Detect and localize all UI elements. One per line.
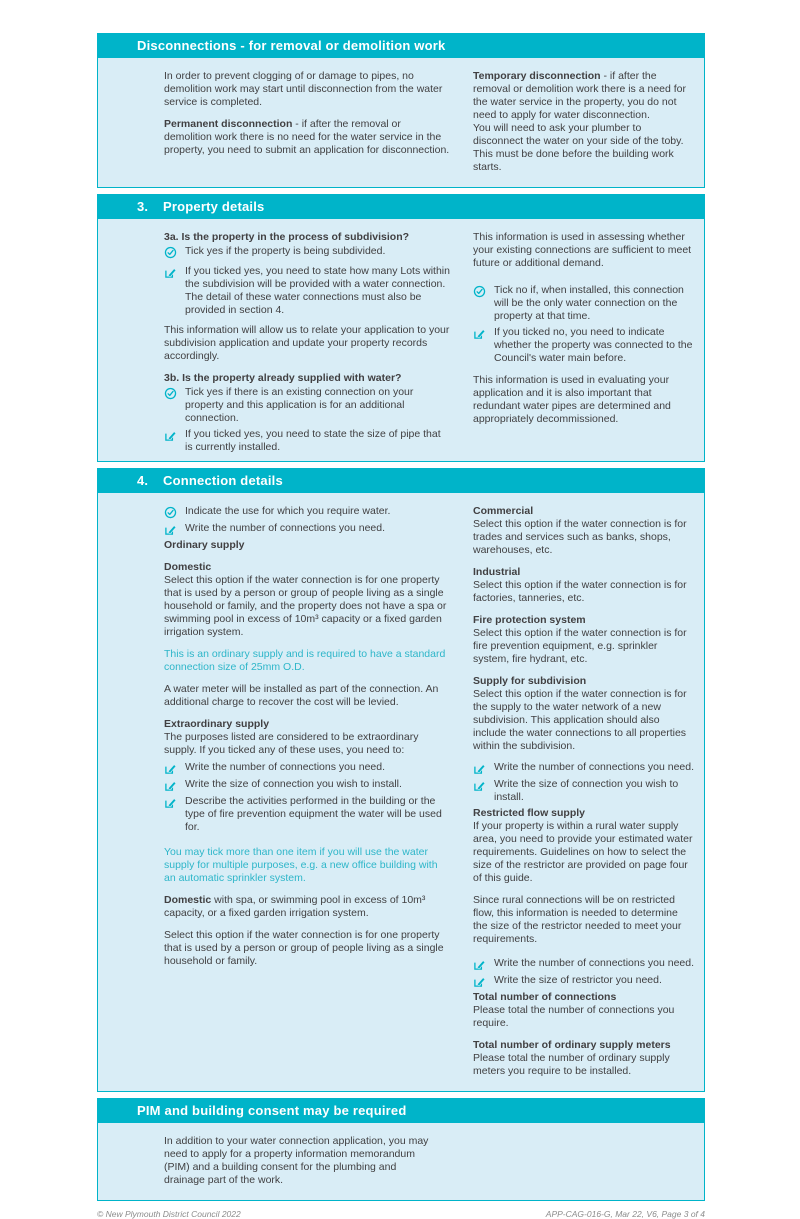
paragraph: Select this option if the water connection is for one property that is used by a person or group of people living as a single household or family, and the property does not have a spa or swimming pool in excess of 10m³ capacity or a fixed garden irrigation system. [164,574,447,638]
list-item-text: Write the size of connection you wish to install. [494,778,679,803]
paragraph: Select this option if the water connection is for one property that is used by a person or group of people living as a single household or family. [164,929,444,967]
domestic-heading: Domestic [164,561,212,573]
paragraph: Please total the number of ordinary supply meters you require to be installed. [473,1052,670,1077]
paragraph: In addition to your water connection application, you may need to apply for a property information memorandum (PIM) and a building consent for the plumbing and drainage part of the work. [164,1135,429,1186]
paragraph: This information will allow us to relate your application to your subdivision application and update your property records accordingly. [164,324,450,362]
list-item [473,326,694,365]
property-details-left-column [164,231,451,457]
list-item [473,761,694,775]
commercial-heading: Commercial [473,505,534,517]
total-meters-heading: Total number of ordinary supply meters [473,1039,671,1051]
pencil-edit-icon [164,266,177,279]
pencil-edit-icon [164,762,177,775]
pim-title: PIM and building consent may be required [137,1103,407,1118]
paragraph: This information is used in evaluating your application and it is also important that redundant water pipes are determined and appropriately decommissioned. [473,374,671,425]
pim-header-bar [97,1098,705,1123]
disconnections-right-column [473,70,694,183]
list-item-text: Write the size of connection you wish to install. [185,778,402,790]
restricted-flow-heading: Restricted flow supply [473,807,586,819]
list-item-text: Indicate the use for which you require water. [185,505,391,517]
section-connection-details [97,468,705,1092]
disconnections-title: Disconnections - for removal or demolition work [137,38,446,53]
property-details-header-bar [97,194,705,219]
check-circle-icon [164,387,177,400]
paragraph: In order to prevent clogging of or damage to pipes, no demolition work may start until disconnection from the water service is completed. [164,70,443,108]
disconnections-header-bar [97,33,705,58]
question-3a-heading: 3a. Is the property in the process of subdivision? [164,231,410,243]
list-item [473,778,694,804]
paragraph: Select this option if the water connection is for trades and services such as banks, shops, warehouses, etc. [473,518,687,556]
pim-body [97,1123,705,1201]
pencil-edit-icon [473,779,486,792]
list-item-text: Write the number of connections you need. [494,761,695,773]
fire-protection-heading: Fire protection system [473,614,586,626]
list-item [164,761,451,775]
list-item-text: Tick yes if there is an existing connection on your property and this application is for an additional connection. [185,386,414,424]
disconnections-body [97,58,705,188]
connection-details-right-column [473,505,694,1087]
check-circle-icon [473,285,486,298]
list-item-text: Tick no if, when installed, this connection will be the only water connection on the property at that time. [494,284,684,322]
paragraph [164,894,451,920]
connection-details-body [97,493,705,1092]
connection-details-left-column [164,505,451,1087]
bold-lead: Permanent disconnection [164,118,293,130]
paragraph: A water meter will be installed as part of the connection. An additional charge to recover the cost will be levied. [164,683,439,708]
list-item-text: Write the number of connections you need. [494,957,695,969]
property-details-right-column [473,231,694,457]
pencil-edit-icon [473,327,486,340]
multiple-purposes-note: You may tick more than one item if you will use the water supply for multiple purposes, e.g. a new office building with an automatic sprinkler system. [164,846,438,884]
section-title: Property details [163,199,265,214]
check-circle-icon [164,506,177,519]
question-3b-heading: 3b. Is the property already supplied with water? [164,372,402,384]
paragraph: This information is used in assessing whether your existing connections are sufficient to meet future or additional demand. [473,231,692,269]
list-item [164,795,451,834]
section-number: 4. [137,473,149,488]
section-number: 3. [137,199,149,214]
list-item [164,522,451,536]
list-item [164,386,451,425]
paragraph: Select this option if the water connection is for fire prevention equipment, e.g. sprinkler system, fire hydrant, etc. [473,627,687,665]
page-footer [97,1209,705,1219]
industrial-heading: Industrial [473,566,521,578]
list-item [473,284,694,323]
list-item-text: If you ticked no, you need to indicate whether the property was connected to the Council's water main before. [494,326,693,364]
paragraph [473,70,694,122]
list-item [164,505,451,519]
section-pim [97,1098,705,1201]
extraordinary-supply-heading: Extraordinary supply [164,718,270,730]
list-item [164,265,451,317]
paragraph: The purposes listed are considered to be extraordinary supply. If you ticked any of these uses, you need to: [164,731,419,756]
paragraph: If your property is within a rural water supply area, you need to provide your estimated water requirements. Guidelines on how to select the size of the restrictor are provided on page four of this guide. [473,820,693,884]
list-item-text: If you ticked yes, you need to state the size of pipe that is currently installed. [185,428,441,453]
section-property-details [97,194,705,462]
pencil-edit-icon [473,958,486,971]
paragraph: You will need to ask your plumber to disconnect the water on your side of the toby. This must be done before the building work starts. [473,122,684,173]
bold-lead: Temporary disconnection [473,70,601,82]
section-disconnections [97,33,705,188]
pencil-edit-icon [164,796,177,809]
paragraph [164,118,451,157]
list-item-text: Describe the activities performed in the building or the type of fire prevention equipment the water will be used for. [185,795,442,833]
ordinary-supply-note: This is an ordinary supply and is required to have a standard connection size of 25mm O.D. [164,648,446,673]
paragraph-text: - if after the removal or demolition work there is no need for the water service in the property, you need to submit an application for disconnection. [164,118,450,156]
list-item [473,974,694,988]
property-details-body [97,219,705,462]
list-item [164,778,451,792]
list-item [164,428,451,454]
ordinary-supply-heading: Ordinary supply [164,539,245,551]
list-item [164,245,451,259]
footer-copyright: © New Plymouth District Council 2022 [97,1209,241,1219]
bold-lead: Domestic [164,894,212,906]
section-title: Connection details [163,473,283,488]
pencil-edit-icon [473,762,486,775]
pencil-edit-icon [164,779,177,792]
paragraph: Please total the number of connections you require. [473,1004,675,1029]
paragraph: Since rural connections will be on restricted flow, this information is needed to determine the size of the restrictor needed to meet your requirements. [473,894,682,945]
paragraph: Select this option if the water connection is for the supply to the water network of a new subdivision. This application should also include the water connections to all properties within the subdivision. [473,688,687,752]
list-item-text: Write the number of connections you need. [185,522,386,534]
list-item-text: Tick yes if the property is being subdivided. [185,245,386,257]
connection-details-header-bar [97,468,705,493]
total-connections-heading: Total number of connections [473,991,617,1003]
paragraph-text: - if after the removal or demolition work there is a need for the water service in the property, you do not need to apply for water disconnection. [473,70,687,121]
paragraph: Select this option if the water connection is for factories, tanneries, etc. [473,579,687,604]
list-item-text: Write the number of connections you need. [185,761,386,773]
list-item-text: Write the size of restrictor you need. [494,974,662,986]
pencil-edit-icon [164,429,177,442]
paragraph-text: with spa, or swimming pool in excess of 10m³ capacity, or a fixed garden irrigation system. [164,894,426,919]
check-circle-icon [164,246,177,259]
disconnections-left-column [164,70,451,183]
pencil-edit-icon [473,975,486,988]
list-item-text: If you ticked yes, you need to state how many Lots within the subdivision will be provided with a water connection. The detail of these water connections must also be provided in section 4. [185,265,450,316]
footer-document-code: APP-CAG-016-G, Mar 22, V6, Page 3 of 4 [545,1209,705,1219]
supply-subdivision-heading: Supply for subdivision [473,675,587,687]
pencil-edit-icon [164,523,177,536]
list-item [473,957,694,971]
